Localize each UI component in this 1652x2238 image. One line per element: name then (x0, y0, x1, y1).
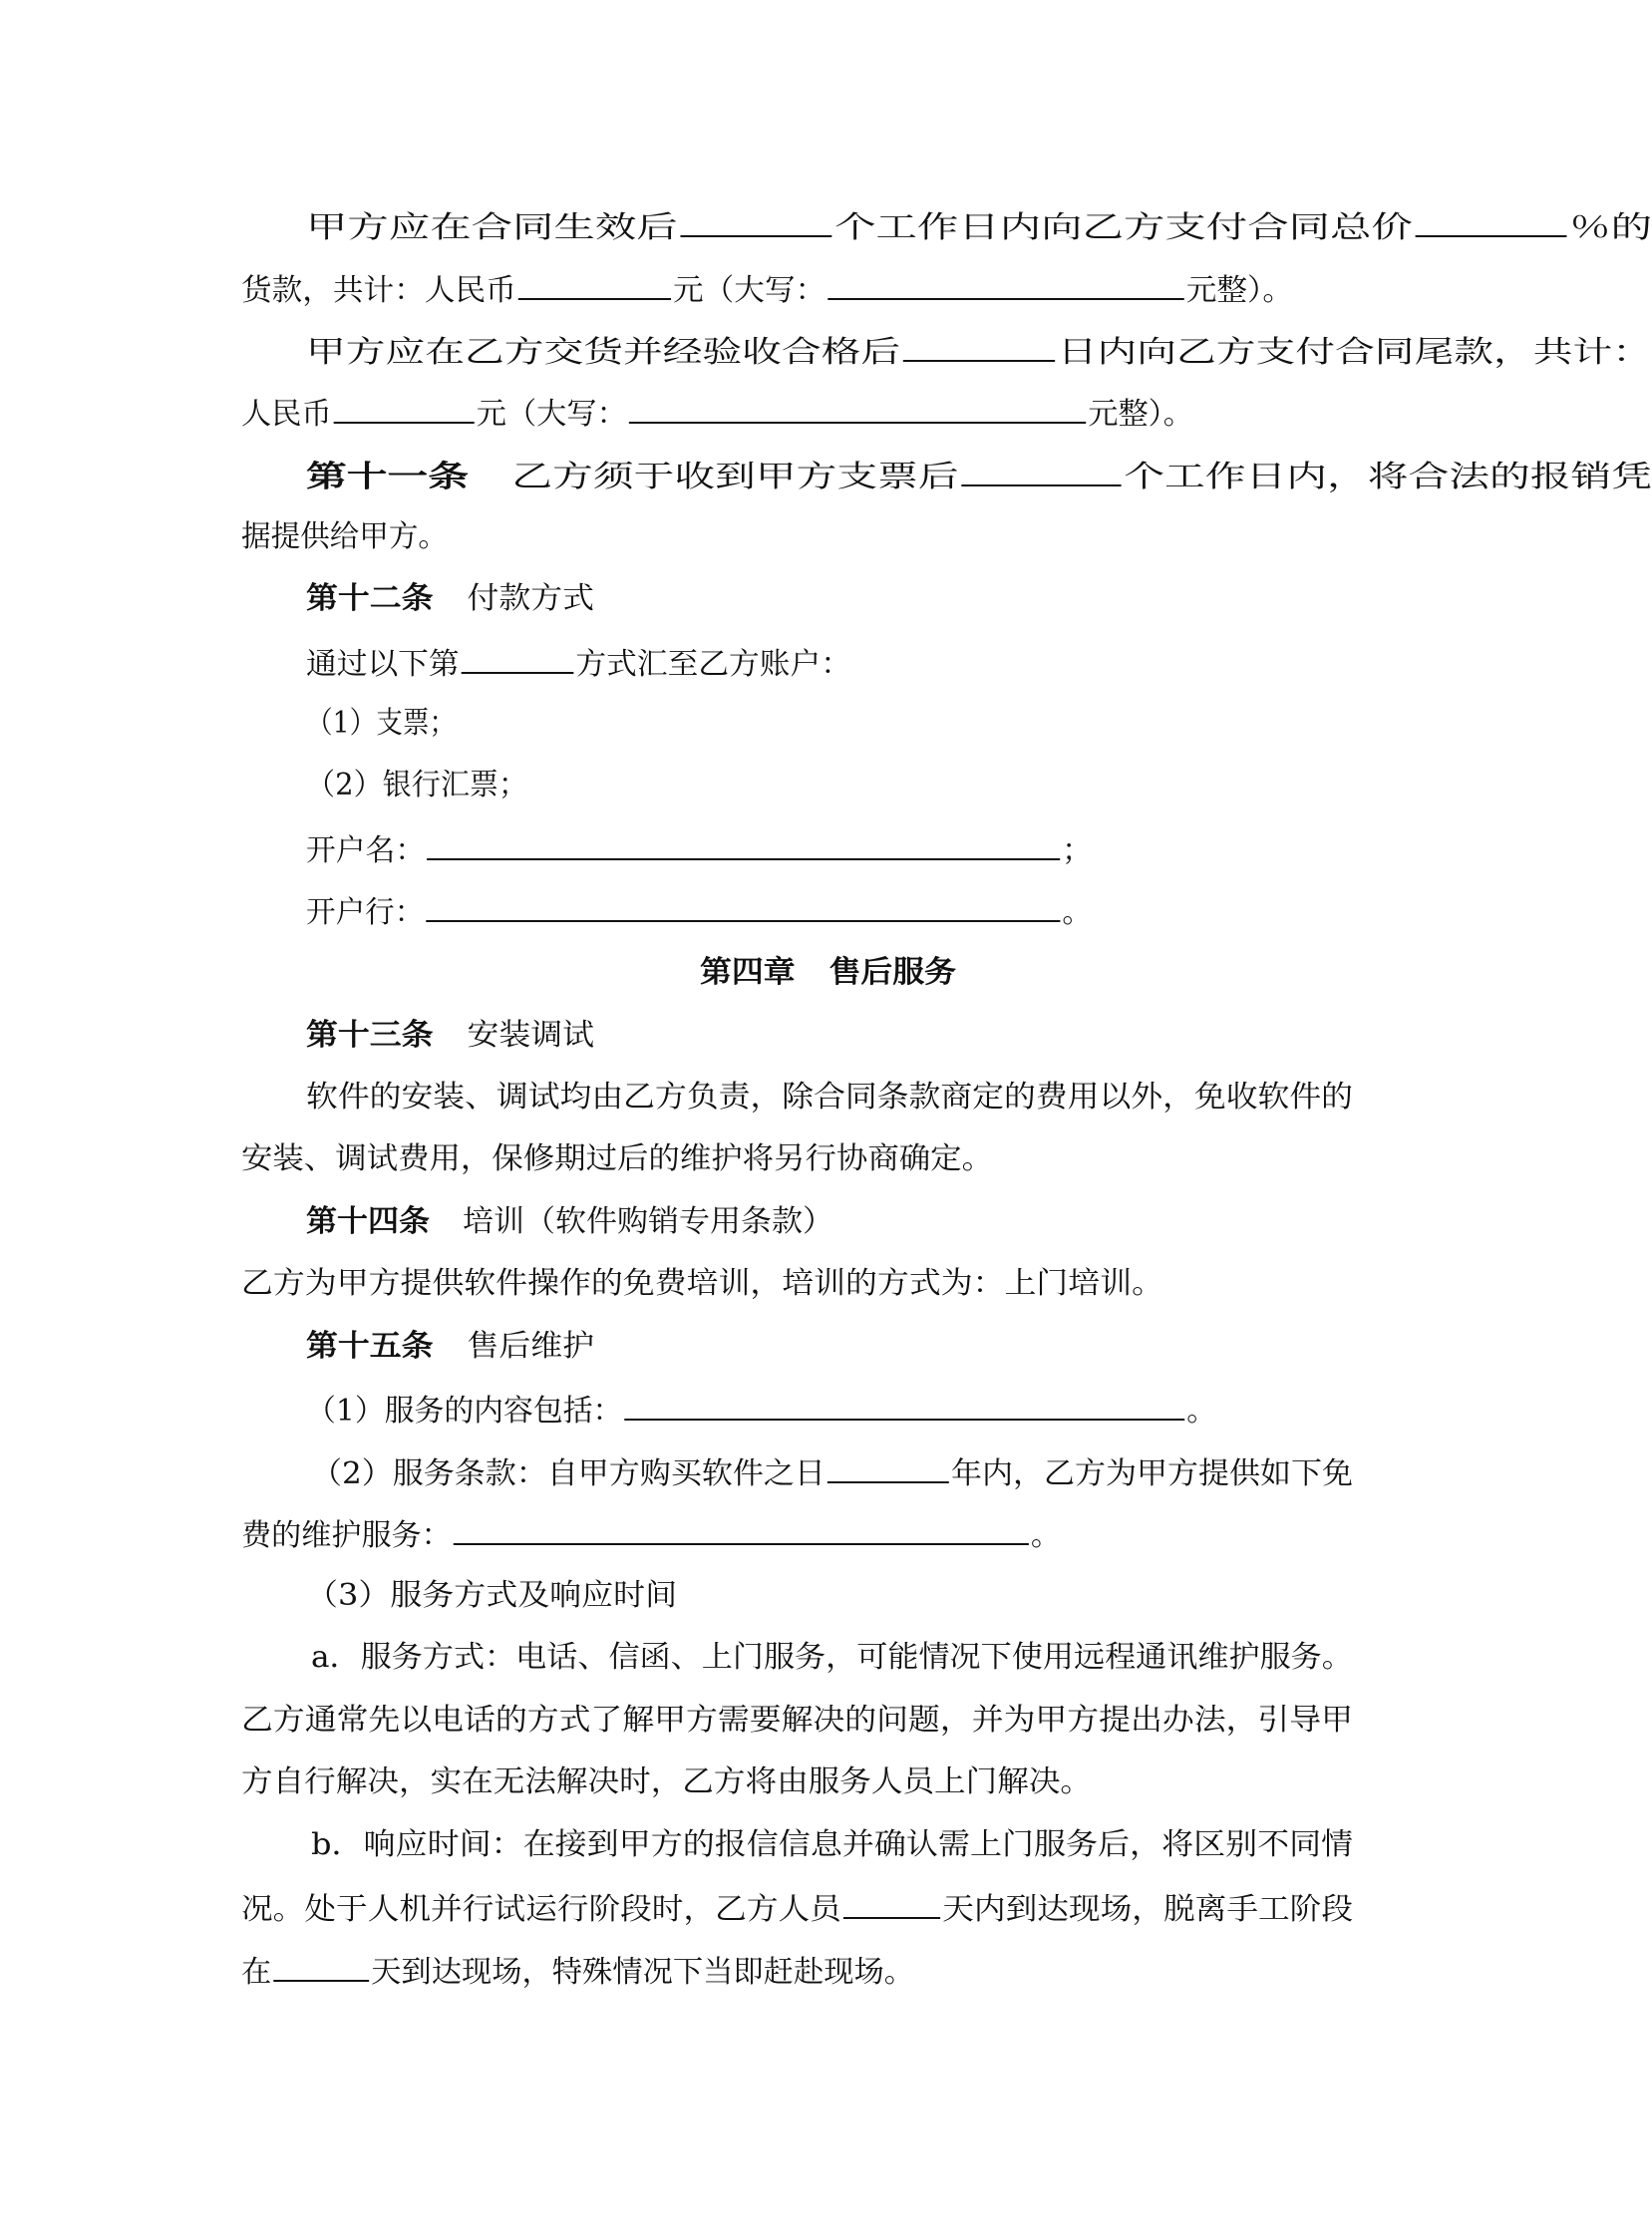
text-segment: （1）支票； (306, 706, 457, 741)
text-segment: 元（大写： (673, 273, 826, 308)
text-segment: 乙方通常先以电话的方式了解甲方需要解决的问题，并为甲方提出办法，引导甲 (241, 1703, 1353, 1738)
text-segment: （2）银行汇票； (306, 768, 528, 802)
text-line (306, 205, 1652, 245)
text-segment: ； (1062, 833, 1092, 868)
text-segment: 年内，乙方为甲方提供如下免 (950, 1456, 1354, 1491)
bold-text: 售后服务 (828, 955, 957, 990)
text-segment: 通过以下第 (306, 647, 460, 682)
bold-text: 第十一条 (306, 460, 469, 494)
text-line (241, 392, 1193, 432)
text-segment: b．响应时间：在接到甲方的报信信息并确认需上门服务后，将区别不同情 (311, 1827, 1354, 1862)
text-line (311, 1451, 1353, 1491)
text-segment: 货款，共计：人民币 (241, 273, 516, 308)
text-segment: 人民币 (241, 397, 332, 432)
text-segment: 况。处于人机并行试运行阶段时，乙方人员 (241, 1892, 841, 1927)
text-line (306, 455, 1652, 494)
text-segment: 售后维护 (467, 1329, 594, 1364)
text-segment: 。 (1062, 895, 1092, 930)
text-segment: ％的 (1569, 210, 1652, 245)
text-segment: 开户名： (306, 833, 426, 868)
text-segment: 个工作日内向乙方支付合同总价 (834, 210, 1413, 245)
fill-in-blank[interactable] (1416, 205, 1567, 237)
text-line (306, 1078, 1353, 1118)
text-line (311, 1825, 1353, 1865)
text-segment: 付款方式 (467, 581, 594, 616)
fill-in-blank[interactable] (334, 392, 475, 424)
text-line (306, 890, 1092, 930)
text-segment: （2）服务条款：自甲方购买软件之日 (311, 1456, 826, 1491)
text-segment: 开户行： (306, 895, 425, 930)
fill-in-blank[interactable] (273, 1950, 369, 1982)
bold-text: 第十四条 (306, 1204, 430, 1239)
text-line (241, 1701, 1353, 1741)
bold-text: 第四章 (700, 955, 796, 990)
text-segment: 甲方应在合同生效后 (306, 210, 678, 245)
text-segment: 乙方为甲方提供软件操作的免费培训，培训的方式为：上门培训。 (241, 1266, 1163, 1301)
text-segment: （1）服务的内容包括： (306, 1394, 623, 1429)
fill-in-blank[interactable] (454, 1513, 1029, 1545)
text-line (306, 766, 527, 805)
text-line (241, 1762, 1092, 1802)
text-line (306, 1202, 833, 1242)
fill-in-blank[interactable] (629, 392, 1086, 424)
text-segment: 天内到达现场，脱离手工阶段 (942, 1892, 1354, 1927)
text-line (306, 704, 456, 744)
fill-in-blank[interactable] (624, 1389, 1184, 1421)
text-segment: 甲方应在乙方交货并经验收合格后 (306, 335, 901, 370)
text-segment: 元整）。 (1185, 273, 1294, 308)
bold-text: 第十二条 (306, 581, 434, 616)
text-line (306, 1389, 1216, 1429)
text-line (306, 1576, 677, 1616)
fill-in-blank[interactable] (680, 205, 831, 237)
text-segment: 乙方须于收到甲方支票后 (511, 460, 959, 494)
text-line (241, 1513, 1061, 1553)
text-line (306, 1327, 594, 1367)
text-line (241, 1887, 1353, 1927)
text-line (241, 268, 1293, 308)
chapter-heading (700, 953, 956, 993)
text-segment: 软件的安装、调试均由乙方负责，除合同条款商定的费用以外，免收软件的 (306, 1080, 1353, 1115)
fill-in-blank[interactable] (903, 330, 1055, 362)
fill-in-blank[interactable] (427, 828, 1060, 860)
fill-in-blank[interactable] (426, 890, 1060, 922)
fill-in-blank[interactable] (462, 642, 574, 674)
fill-in-blank[interactable] (827, 268, 1183, 300)
text-line (241, 1264, 1163, 1304)
text-line (306, 642, 851, 682)
text-segment: 安装、调试费用，保修期过后的维护将另行协商确定。 (241, 1141, 993, 1176)
text-segment: 安装调试 (467, 1018, 594, 1053)
bold-text: 第十三条 (306, 1018, 434, 1053)
fill-in-blank[interactable] (843, 1887, 940, 1919)
text-line (306, 828, 1092, 868)
text-segment: 方自行解决，实在无法解决时，乙方将由服务人员上门解决。 (241, 1764, 1093, 1799)
text-segment: 日内向乙方支付合同尾款，共计： (1057, 335, 1652, 370)
text-line (311, 1638, 1353, 1678)
bold-text: 第十五条 (306, 1329, 434, 1364)
fill-in-blank[interactable] (827, 1451, 949, 1483)
text-segment: 元整）。 (1088, 397, 1194, 432)
text-segment: 在 (241, 1955, 272, 1990)
text-segment: 个工作日内，将合法的报销凭 (1124, 460, 1652, 494)
text-segment: 。 (1030, 1518, 1062, 1553)
text-segment: 元（大写： (476, 397, 627, 432)
text-segment: a．服务方式：电话、信函、上门服务，可能情况下使用远程通讯维护服务。 (311, 1640, 1353, 1675)
text-segment: （3）服务方式及响应时间 (306, 1578, 678, 1613)
fill-in-blank[interactable] (518, 268, 671, 300)
text-segment: 方式汇至乙方账户： (575, 647, 851, 682)
text-line (306, 330, 1652, 370)
fill-in-blank[interactable] (961, 455, 1121, 486)
text-segment: 天到达现场，特殊情况下当即赶赴现场。 (371, 1955, 915, 1990)
text-line (306, 579, 594, 619)
text-line (241, 517, 448, 557)
text-line (306, 1016, 594, 1056)
text-segment: 据提供给甲方。 (241, 519, 448, 554)
text-line (241, 1139, 993, 1179)
text-segment: 培训（软件购销专用条款） (463, 1204, 833, 1239)
text-segment: 。 (1186, 1394, 1217, 1429)
text-segment: 费的维护服务： (241, 1518, 452, 1553)
text-line (241, 1950, 914, 1990)
